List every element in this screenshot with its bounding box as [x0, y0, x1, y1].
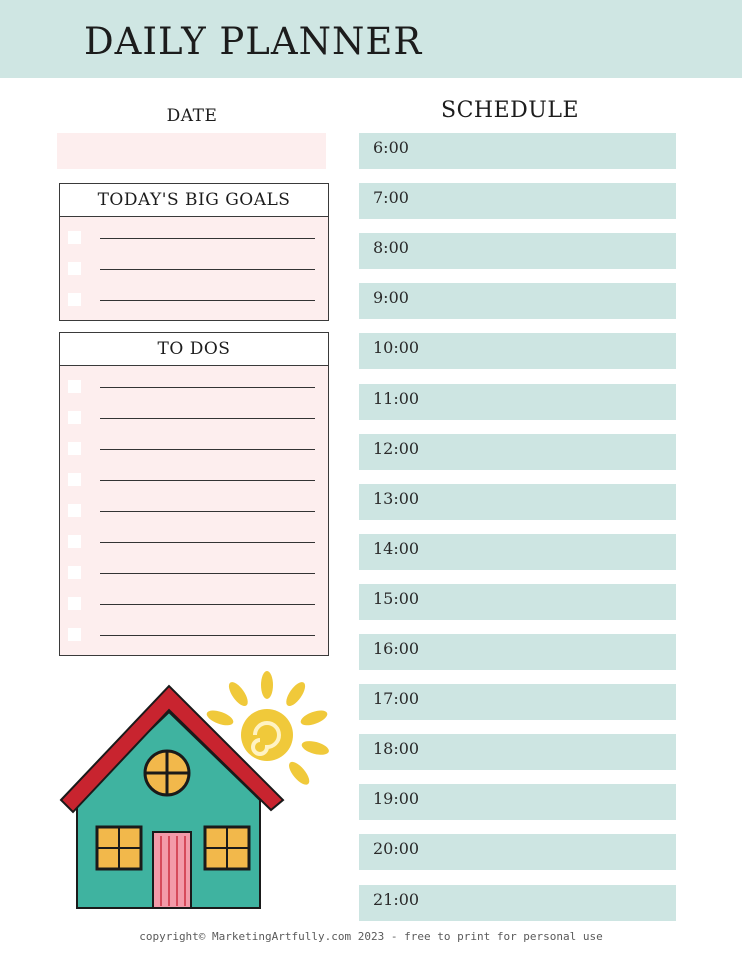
schedule-title: SCHEDULE [441, 98, 579, 123]
schedule-slot[interactable] [359, 885, 676, 921]
todo-writing-line[interactable] [100, 480, 315, 481]
todo-writing-line[interactable] [100, 387, 315, 388]
goal-item [60, 223, 328, 253]
todo-item [60, 434, 328, 464]
todo-writing-line[interactable] [100, 604, 315, 605]
goal-writing-line[interactable] [100, 238, 315, 239]
todo-checkbox[interactable] [68, 411, 81, 424]
todo-checkbox[interactable] [68, 535, 81, 548]
date-field[interactable] [57, 133, 326, 169]
todos-panel [59, 332, 329, 656]
todo-checkbox[interactable] [68, 380, 81, 393]
todo-writing-line[interactable] [100, 542, 315, 543]
todo-item [60, 372, 328, 402]
schedule-slot[interactable] [359, 283, 676, 319]
schedule-time-label: 17:00 [373, 689, 420, 709]
schedule-time-label: 16:00 [373, 639, 420, 658]
schedule-time-label: 20:00 [373, 839, 420, 859]
schedule-time-label: 10:00 [373, 338, 420, 358]
todos-title: TO DOS [60, 333, 328, 366]
goal-checkbox[interactable] [68, 262, 81, 275]
schedule-time-label: 9:00 [373, 288, 409, 308]
todo-item [60, 496, 328, 526]
schedule-time-label: 6:00 [373, 138, 409, 157]
todo-item [60, 620, 328, 650]
todo-item [60, 527, 328, 557]
todo-checkbox[interactable] [68, 473, 81, 486]
todo-checkbox[interactable] [68, 442, 81, 455]
schedule-slot[interactable] [359, 784, 676, 820]
schedule-time-label: 11:00 [373, 388, 420, 408]
schedule-time-label: 18:00 [373, 739, 420, 759]
goal-writing-line[interactable] [100, 300, 315, 301]
todo-writing-line[interactable] [100, 418, 315, 419]
todo-checkbox[interactable] [68, 504, 81, 517]
date-label: DATE [166, 106, 218, 126]
schedule-time-label: 13:00 [373, 488, 420, 508]
schedule-slot[interactable] [359, 233, 676, 269]
house-illustration [55, 660, 335, 922]
schedule-slot[interactable] [359, 534, 676, 570]
schedule-slot[interactable] [359, 634, 676, 670]
todo-item [60, 589, 328, 619]
todo-item [60, 465, 328, 495]
schedule-slot[interactable] [359, 384, 676, 420]
goal-item [60, 254, 328, 284]
todo-writing-line[interactable] [100, 573, 315, 574]
todo-writing-line[interactable] [100, 449, 315, 450]
schedule-slot[interactable] [359, 133, 676, 169]
schedule-time-label: 12:00 [373, 438, 420, 458]
goal-checkbox[interactable] [68, 293, 81, 306]
schedule-time-label: 15:00 [373, 588, 420, 608]
schedule-time-label: 14:00 [373, 538, 420, 558]
copyright-footer: copyright© MarketingArtfully.com 2023 - free to print for personal use [139, 930, 603, 943]
schedule-slot[interactable] [359, 333, 676, 369]
schedule-time-label: 21:00 [373, 889, 420, 909]
todo-writing-line[interactable] [100, 511, 315, 512]
schedule-slot[interactable] [359, 834, 676, 870]
schedule-slot[interactable] [359, 684, 676, 720]
schedule-time-label: 19:00 [373, 789, 420, 809]
todo-checkbox[interactable] [68, 628, 81, 641]
goal-item [60, 285, 328, 315]
todo-checkbox[interactable] [68, 597, 81, 610]
todo-checkbox[interactable] [68, 566, 81, 579]
goals-title: TODAY'S BIG GOALS [60, 184, 328, 217]
schedule-slot[interactable] [359, 183, 676, 219]
goal-checkbox[interactable] [68, 231, 81, 244]
schedule-time-label: 8:00 [373, 238, 409, 258]
schedule-slot[interactable] [359, 734, 676, 770]
goal-writing-line[interactable] [100, 269, 315, 270]
schedule-slot[interactable] [359, 484, 676, 520]
todo-item [60, 403, 328, 433]
page-title: DAILY PLANNER [84, 20, 423, 63]
schedule-slot[interactable] [359, 434, 676, 470]
todo-writing-line[interactable] [100, 635, 315, 636]
schedule-time-label: 7:00 [373, 188, 409, 208]
schedule-slot[interactable] [359, 584, 676, 620]
todo-item [60, 558, 328, 588]
goals-panel [59, 183, 329, 321]
